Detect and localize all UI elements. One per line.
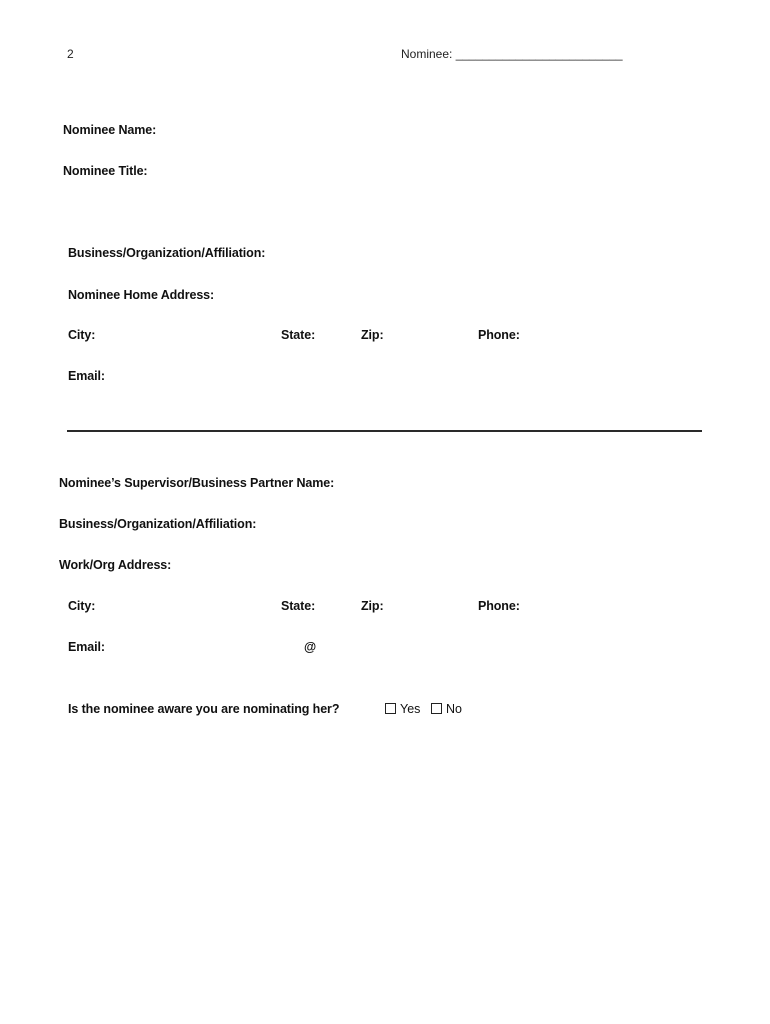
nominee-business-label: Business/Organization/Affiliation: bbox=[68, 246, 266, 260]
supervisor-phone-label: Phone: bbox=[478, 599, 520, 613]
section-divider bbox=[67, 430, 702, 432]
nominee-zip-label: Zip: bbox=[361, 328, 384, 342]
yes-checkbox[interactable] bbox=[385, 703, 396, 714]
awareness-no-option[interactable] bbox=[431, 702, 462, 716]
supervisor-city-label: City: bbox=[68, 599, 96, 613]
nominee-email-label: Email: bbox=[68, 369, 105, 383]
awareness-question: Is the nominee aware you are nominating her? bbox=[68, 702, 340, 716]
supervisor-email-label: Email: bbox=[68, 640, 105, 654]
page-number: 2 bbox=[67, 47, 74, 61]
supervisor-email-at-sign: @ bbox=[304, 640, 317, 654]
awareness-yes-option[interactable] bbox=[385, 702, 420, 716]
supervisor-state-label: State: bbox=[281, 599, 316, 613]
nominee-home-address-label: Nominee Home Address: bbox=[68, 288, 215, 302]
no-checkbox[interactable] bbox=[431, 703, 442, 714]
nominee-phone-label: Phone: bbox=[478, 328, 520, 342]
yes-label: Yes bbox=[400, 702, 421, 716]
nominee-state-label: State: bbox=[281, 328, 316, 342]
supervisor-business-label: Business/Organization/Affiliation: bbox=[59, 517, 257, 531]
nominee-title-label: Nominee Title: bbox=[63, 164, 148, 178]
supervisor-name-label: Nominee’s Supervisor/Business Partner Name: bbox=[59, 476, 335, 490]
nominee-city-label: City: bbox=[68, 328, 96, 342]
supervisor-zip-label: Zip: bbox=[361, 599, 384, 613]
header-nominee-field: Nominee: _________________________ bbox=[401, 47, 623, 61]
no-label: No bbox=[446, 702, 462, 716]
supervisor-work-address-label: Work/Org Address: bbox=[59, 558, 172, 572]
nominee-name-label: Nominee Name: bbox=[63, 123, 157, 137]
